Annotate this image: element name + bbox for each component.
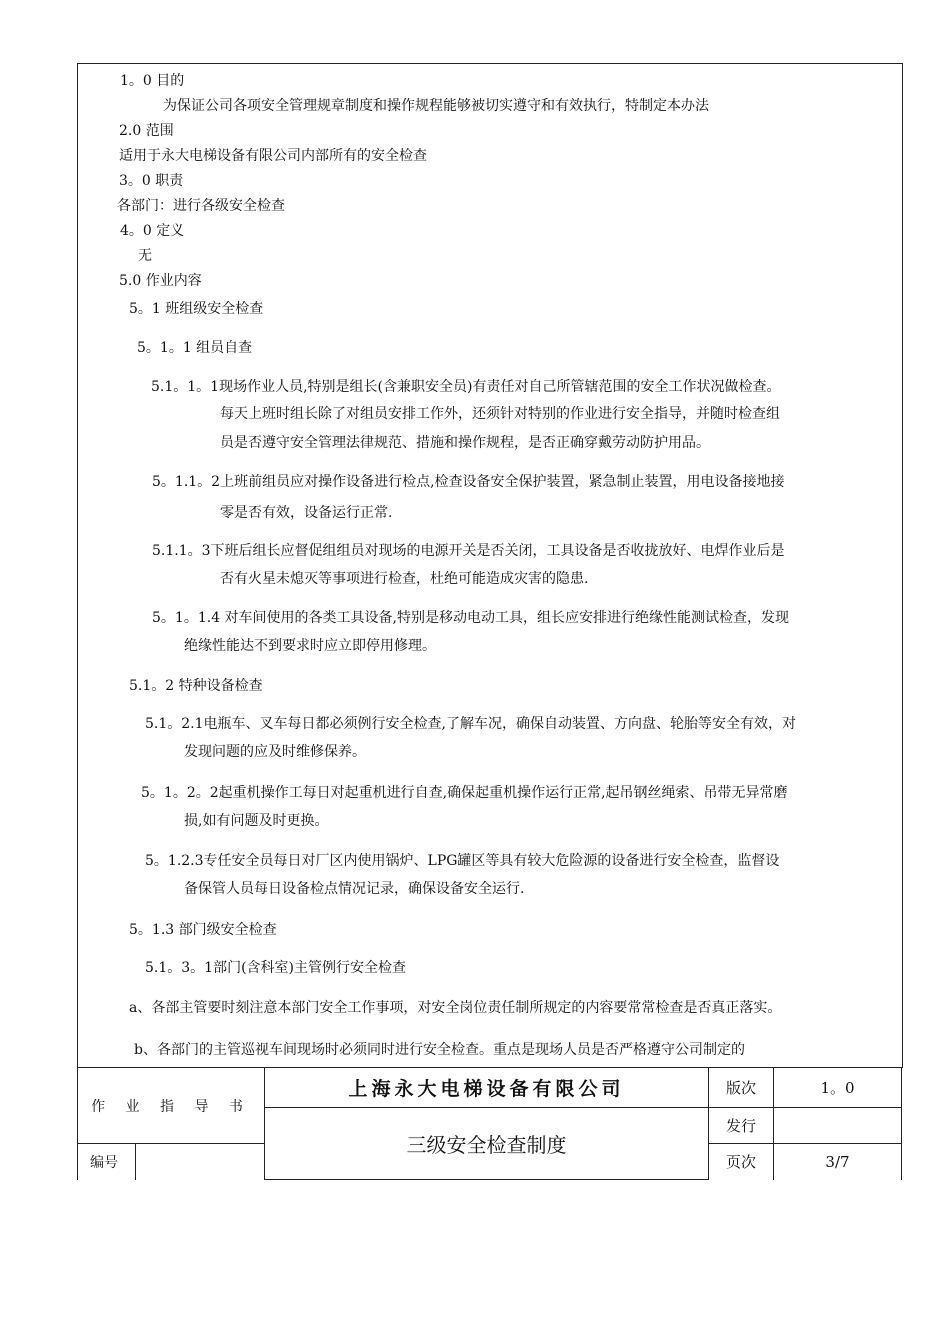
- paragraph: 为保证公司各项安全管理规章制度和操作规程能够被切实遵守和有效执行，特制定本办法: [163, 98, 709, 114]
- clause-text: a、各部主管要时刻注意本部门安全工作事项，对安全岗位责任制所规定的内容要常常检查是否真正落实。: [129, 1000, 782, 1016]
- issue-label: 发行: [709, 1108, 774, 1144]
- subsection-heading: 5。1.3 部门级安全检查: [129, 922, 277, 938]
- clause-text: 5.1。2.1电瓶车、叉车每日都必须例行安全检查,了解车况，确保自动装置、方向盘、轮胎等安全有效，对: [145, 716, 796, 732]
- company-name: 上海永大电梯设备有限公司: [265, 1068, 709, 1108]
- clause-text: 5.1。1。1现场作业人员,特别是组长(含兼职安全员)有责任对自己所管辖范围的安全工作状况做检查。: [151, 379, 781, 395]
- clause-text: 5。1。2。2起重机操作工每日对起重机进行自查,确保起重机操作运行正常,起吊钢丝绳索、吊带无异常磨: [141, 785, 788, 801]
- section-heading-scope: 2.0 范围: [119, 123, 174, 139]
- clause-text: 绝缘性能达不到要求时应立即停用修理。: [184, 638, 436, 654]
- section-heading-definition: 4。0 定义: [120, 223, 185, 239]
- version-value: 1。0: [774, 1068, 902, 1108]
- number-value: [136, 1144, 265, 1180]
- subsection-heading: 5。1 班组级安全检查: [129, 301, 264, 317]
- subsection-heading: 5.1。2 特种设备检查: [129, 678, 263, 694]
- document-footer-table: [77, 1067, 902, 1180]
- number-label: 编号: [78, 1144, 136, 1180]
- paragraph: 各部门：进行各级安全检查: [117, 198, 285, 214]
- page-value: 3/7: [774, 1144, 902, 1180]
- clause-text: 5.1.1。3下班后组长应督促组组员对现场的电源开关是否关闭，工具设备是否收拢放好、电焊作业后是: [152, 543, 785, 559]
- clause-text: 每天上班时组长除了对组员安排工作外，还须针对特别的作业进行安全指导，并随时检查组: [220, 406, 780, 422]
- clause-text: 5。1.1。2上班前组员应对操作设备进行检点,检查设备安全保护装置，紧急制止装置，用电设备接地接: [152, 474, 785, 490]
- paragraph: 无: [138, 248, 152, 264]
- clause-text: 零是否有效，设备运行正常.: [220, 505, 393, 521]
- paragraph: 适用于永大电梯设备有限公司内部所有的安全检查: [119, 148, 427, 164]
- clause-text: 备保管人员每日设备检点情况记录，确保设备安全运行.: [184, 881, 525, 897]
- clause-text: 5。1.2.3专任安全员每日对厂区内使用锅炉、LPG罐区等具有较大危险源的设备进行安全检查，监督设: [145, 853, 780, 869]
- clause-text: 损,如有问题及时更换。: [184, 813, 329, 829]
- clause-text: 5.1。3。1部门(含科室)主管例行安全检查: [145, 960, 407, 976]
- version-label: 版次: [709, 1068, 774, 1108]
- section-heading-responsibility: 3。0 职责: [119, 173, 184, 189]
- issue-value: [774, 1108, 902, 1144]
- section-heading-purpose: 1。0 目的: [120, 73, 185, 89]
- subsection-heading: 5。1。1 组员自查: [137, 340, 253, 356]
- clause-text: 发现问题的应及时维修保养。: [184, 744, 366, 760]
- clause-text: 5。1。1.4 对车间使用的各类工具设备,特别是移动电动工具，组长应安排进行绝缘性能测试检查，发现: [152, 610, 789, 626]
- page-label: 页次: [709, 1144, 774, 1180]
- doc-type-label: 作 业 指 导 书: [78, 1068, 265, 1144]
- document-title: 三级安全检查制度: [265, 1108, 709, 1180]
- clause-text: 员是否遵守安全管理法律规范、措施和操作规程，是否正确穿戴劳动防护用品。: [220, 435, 710, 451]
- clause-text: 否有火星未熄灭等事项进行检查，杜绝可能造成灾害的隐患.: [220, 571, 589, 587]
- clause-text: b、各部门的主管巡视车间现场时必须同时进行安全检查。重点是现场人员是否严格遵守公司制定的: [134, 1042, 745, 1058]
- section-heading-content: 5.0 作业内容: [119, 273, 202, 289]
